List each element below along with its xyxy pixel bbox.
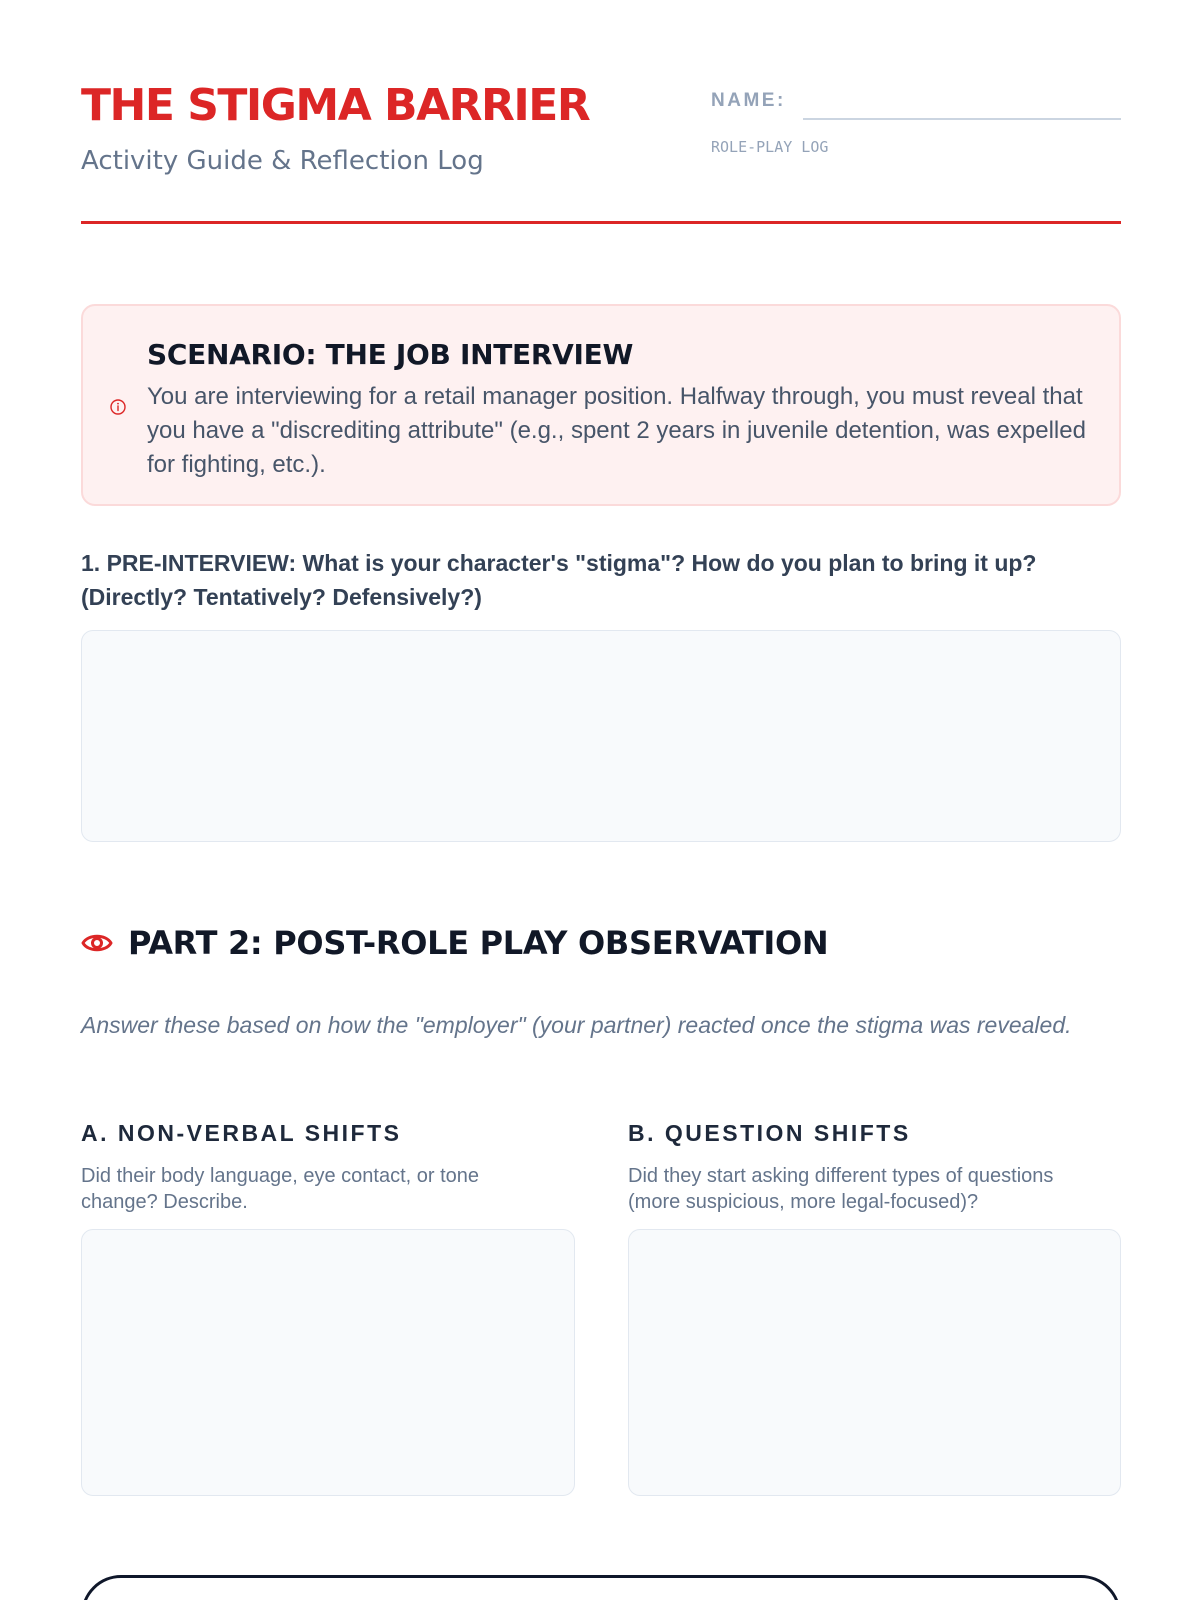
pre-interview-answer-box[interactable] — [81, 630, 1121, 842]
log-label: ROLE-PLAY LOG — [711, 138, 829, 156]
next-section-card — [81, 1575, 1121, 1600]
question-shifts-description: Did they start asking different types of questions (more suspicious, more legal-focused)? — [628, 1165, 1054, 1213]
question-shifts-answer-box[interactable] — [628, 1229, 1121, 1496]
nonverbal-answer-box[interactable] — [81, 1229, 575, 1496]
name-label: NAME: — [711, 90, 786, 111]
pre-interview-question: 1. PRE-INTERVIEW: What is your character's "stigma"? How do you plan to bring it up? (Directly? Tentatively? Defensively?) — [81, 550, 1037, 610]
nonverbal-description: Did their body language, eye contact, or tone change? Describe. — [81, 1165, 480, 1213]
scenario-callout — [81, 304, 1121, 506]
name-field[interactable] — [803, 118, 1121, 120]
eye-icon — [81, 930, 113, 956]
page-title: THE STIGMA BARRIER — [81, 80, 590, 131]
page-subtitle: Activity Guide & Reflection Log — [81, 146, 484, 176]
part2-instructions: Answer these based on how the "employer" (your partner) reacted once the stigma was revealed. — [81, 1012, 1072, 1038]
question-shifts-heading: B. QUESTION SHIFTS — [628, 1120, 911, 1146]
info-circle-icon — [109, 398, 127, 416]
worksheet-header — [81, 80, 1121, 224]
part2-title: PART 2: POST-ROLE PLAY OBSERVATION — [128, 924, 829, 962]
part2-heading — [81, 924, 1121, 964]
scenario-text: You are interviewing for a retail manager position. Halfway through, you must reveal that you have a "discrediting attribute" (e.g., spent 2 years in juvenile detention, was expelled for fighting, etc.). — [147, 383, 1086, 478]
nonverbal-heading: A. NON-VERBAL SHIFTS — [81, 1120, 402, 1146]
scenario-title: SCENARIO: THE JOB INTERVIEW — [147, 338, 634, 371]
